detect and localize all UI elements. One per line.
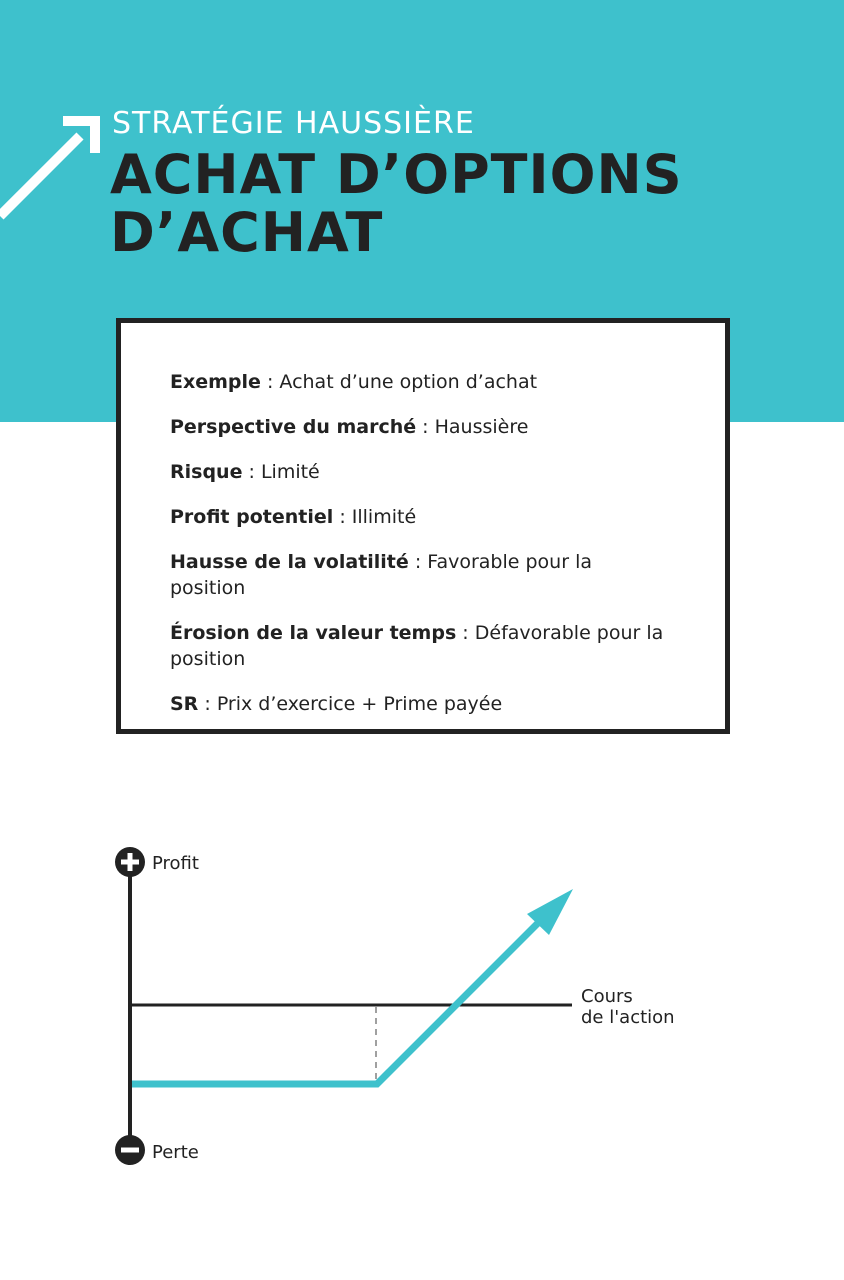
info-separator: : bbox=[260, 371, 280, 393]
loss-label: Perte bbox=[152, 1142, 199, 1163]
info-value: Prix d’exercice + Prime payée bbox=[216, 693, 503, 715]
info-label: Risque bbox=[170, 461, 243, 483]
info-separator: : bbox=[198, 693, 217, 715]
info-row-perspective bbox=[170, 414, 670, 440]
info-value: Haussière bbox=[434, 416, 529, 438]
info-value: Achat d’une option d’achat bbox=[279, 371, 538, 393]
x-axis-label-line1: Cours bbox=[581, 986, 633, 1007]
info-row-risque bbox=[170, 459, 670, 485]
info-label: Perspective du marché bbox=[170, 416, 417, 438]
payoff-line bbox=[132, 915, 546, 1084]
info-value: Limité bbox=[260, 461, 320, 483]
info-label: Profit potentiel bbox=[170, 506, 334, 528]
info-row-exemple bbox=[170, 369, 670, 395]
info-label: Érosion de la valeur temps bbox=[170, 622, 457, 644]
page-title-line1: ACHAT D’OPTIONS bbox=[110, 143, 683, 206]
strategy-subtitle: STRATÉGIE HAUSSIÈRE bbox=[112, 106, 475, 141]
info-value: Illimité bbox=[351, 506, 417, 528]
info-row-erosion bbox=[170, 620, 670, 672]
plus-icon bbox=[115, 847, 145, 877]
x-axis-label-line2: de l'action bbox=[581, 1007, 675, 1028]
info-label: Exemple bbox=[170, 371, 261, 393]
info-row-sr bbox=[170, 691, 670, 717]
info-separator: : bbox=[408, 551, 428, 573]
info-separator: : bbox=[456, 622, 475, 644]
profit-label: Profit bbox=[152, 853, 199, 874]
info-row-profit bbox=[170, 504, 670, 530]
page-title bbox=[110, 143, 810, 264]
strategy-info-box bbox=[116, 318, 730, 734]
page-title-line2: D’ACHAT bbox=[110, 201, 384, 264]
info-label: SR bbox=[170, 693, 199, 715]
info-row-volatilite bbox=[170, 549, 670, 601]
minus-icon bbox=[115, 1135, 145, 1165]
payoff-diagram bbox=[0, 820, 844, 1180]
info-separator: : bbox=[416, 416, 435, 438]
info-label: Hausse de la volatilité bbox=[170, 551, 409, 573]
strategy-info-list bbox=[170, 369, 670, 736]
info-value: Favorable pour la position bbox=[170, 551, 592, 599]
info-separator: : bbox=[333, 506, 352, 528]
info-separator: : bbox=[242, 461, 261, 483]
info-value: Défavorable pour la position bbox=[170, 622, 664, 670]
